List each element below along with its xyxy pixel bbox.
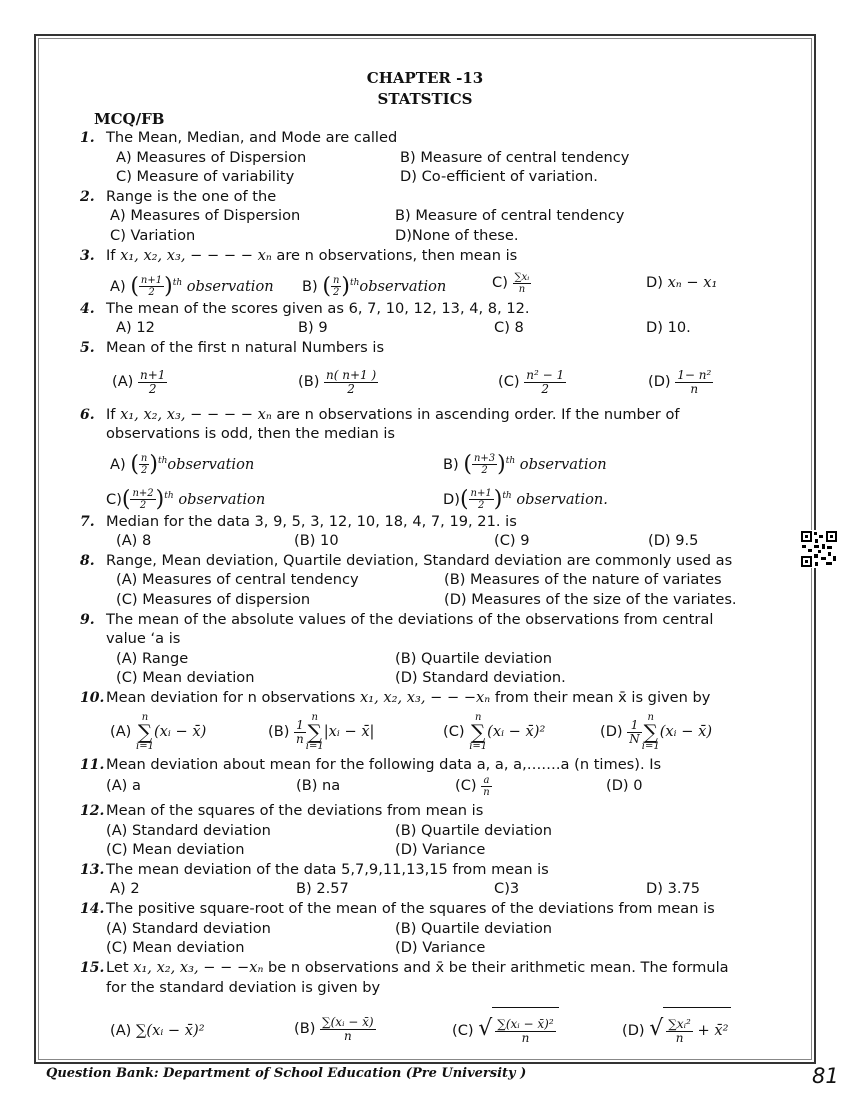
q15-number: 15. [80,960,105,976]
q10-number: 10. [80,690,105,706]
q1-option-d: D) Co-efficient of variation. [400,168,598,185]
q2-text: Range is the one of the [106,188,277,205]
q15-text: Let x₁, x₂, x₃, − − −xₙ be n observations and x̄ be their arithmetic mean. The formula [106,959,729,976]
q4-text: The mean of the scores given as 6, 7, 10, 12, 13, 4, 8, 12. [106,300,530,317]
q14-option-a: (A) Standard deviation [106,920,271,937]
q1-option-b: B) Measure of central tendency [400,149,630,166]
q10-option-b: (B) $\frac{1}{n}$ n ∑ i=1 |xᵢ − x̄| [268,712,375,752]
q5-option-d: (D) $\frac{\text{1− n²}}{n}$ [648,367,712,396]
q1-text: The Mean, Median, and Mode are called [106,129,398,146]
q13-option-a: A) 2 [110,880,140,897]
q13-text: The mean deviation of the data 5,7,9,11,13,15 from mean is [106,861,549,878]
q3-number: 3. [80,248,95,264]
q6-option-d: D)( $\frac{n+1}{2}$ )$^{th}$ observation. [443,486,608,512]
q12-option-b: (B) Quartile deviation [395,822,552,839]
q9-option-c: (C) Mean deviation [116,669,255,686]
q9-option-d: (D) Standard deviation. [395,669,566,686]
q13-option-b: B) 2.57 [296,880,349,897]
q13-number: 13. [80,862,105,878]
q2-option-a: A) Measures of Dispersion [110,207,301,224]
q7-option-a: (A) 8 [116,532,152,549]
q7-text: Median for the data 3, 9, 5, 3, 12, 10, 18, 4, 7, 19, 21. is [106,513,517,530]
q4-option-b: B) 9 [298,319,328,336]
q10-text: Mean deviation for n observations x₁, x₂, x₃, − − −xₙ from their mean x̄ is given by [106,689,711,706]
q11-number: 11. [80,757,105,773]
q7-option-b: (B) 10 [294,532,339,549]
q5-option-b: (B) $\frac{n( n+1 )}{2}$ [298,367,377,396]
q15-option-a: (A) ∑(xᵢ − x̄)² [110,1022,205,1039]
q10-option-a: (A) n ∑ i=1 (xᵢ − x̄) [110,712,207,752]
q7-option-c: (C) 9 [494,532,530,549]
q15-option-c: (C) √ $\frac{\text{∑(xᵢ − x̄)²}}{n}$ [452,1006,559,1054]
q6-number: 6. [80,407,95,423]
q9-number: 9. [80,612,95,628]
chapter-title: STATSTICS [377,90,473,108]
q12-option-d: (D) Variance [395,841,486,858]
q11-option-b: (B) na [296,777,341,794]
q5-option-c: (C) $\frac{\text{n² − 1}}{2}$ [498,367,565,396]
q8-option-c: (C) Measures of dispersion [116,591,311,608]
q11-option-a: (A) a [106,777,141,794]
q14-number: 14. [80,901,105,917]
q1-option-a: A) Measures of Dispersion [116,149,307,166]
q6-option-a: A) ( $\frac{n}{2}$ )$^{th}$observation [110,451,255,477]
q2-option-b: B) Measure of central tendency [395,207,625,224]
q15-text-2: for the standard deviation is given by [106,979,381,996]
q3-option-a: A) ( $\frac{n+1}{2}$ )$^{th}$ observation [110,273,274,299]
q4-number: 4. [80,301,95,317]
q5-number: 5. [80,340,95,356]
chapter-number: CHAPTER -13 [366,69,484,87]
q7-option-d: (D) 9.5 [648,532,699,549]
q6-text: If x₁, x₂, x₃, − − − − xₙ are n observations in ascending order. If the number of [106,406,680,423]
q12-text: Mean of the squares of the deviations from mean is [106,802,484,819]
qr-code-icon [800,530,838,568]
q3-option-d: D) xₙ − x₁ [646,274,718,291]
q8-option-b: (B) Measures of the nature of variates [444,571,722,588]
q8-text: Range, Mean deviation, Quartile deviation, Standard deviation are commonly used as [106,552,733,569]
q11-option-c: (C) $\frac{a}{n}$ [455,774,490,798]
q12-option-a: (A) Standard deviation [106,822,271,839]
q9-option-a: (A) Range [116,650,189,667]
q1-option-c: C) Measure of variability [116,168,295,185]
q11-text: Mean deviation about mean for the following data a, a, a,…….a (n times). Is [106,756,662,773]
q4-option-c: C) 8 [494,319,524,336]
q14-option-b: (B) Quartile deviation [395,920,552,937]
q6-option-b: B) ( $\frac{n+3}{2}$ )$^{th}$ observation [443,451,607,477]
q8-option-d: (D) Measures of the size of the variates. [444,591,737,608]
q11-option-d: (D) 0 [606,777,643,794]
q5-text: Mean of the first n natural Numbers is [106,339,385,356]
q5-option-a: (A) $\frac{n+1}{2}$ [112,367,166,396]
section-heading: MCQ/FB [94,110,165,128]
q12-number: 12. [80,803,105,819]
q1-number: 1. [80,130,95,146]
q10-option-d: (D) $\frac{1}{N}$ n ∑ i=1 (xᵢ − x̄) [600,712,713,752]
q3-option-b: B) ( $\frac{n}{2}$ )$^{th}$observation [302,273,447,299]
q9-text: The mean of the absolute values of the deviations of the observations from central [106,611,714,628]
q14-text: The positive square-root of the mean of the squares of the deviations from mean is [106,900,715,917]
q7-number: 7. [80,514,95,530]
q6-text-2: observations is odd, then the median is [106,425,396,442]
q4-option-d: D) 10. [646,319,691,336]
q6-option-c: C)( $\frac{n+2}{2}$ )$^{th}$ observation [106,486,266,512]
q10-option-c: (C) n ∑ i=1 (xᵢ − x̄)² [443,712,546,752]
q12-option-c: (C) Mean deviation [106,841,245,858]
q9-text-2: value ‘a is [106,630,181,647]
q4-option-a: A) 12 [116,319,155,336]
footer-text: Question Bank: Department of School Education (Pre University ) [46,1066,527,1081]
q9-option-b: (B) Quartile deviation [395,650,552,667]
q13-option-c: C)3 [494,880,520,897]
q14-option-d: (D) Variance [395,939,486,956]
q8-option-a: (A) Measures of central tendency [116,571,359,588]
page-number: 81 [812,1064,839,1088]
q3-text: If x₁, x₂, x₃, − − − − xₙ are n observations, then mean is [106,247,518,264]
q2-option-d: D)None of these. [395,227,519,244]
q8-number: 8. [80,553,95,569]
q2-number: 2. [80,189,95,205]
q3-option-c: C) $\frac{\text{∑xᵢ}}{n}$ [492,271,530,295]
q14-option-c: (C) Mean deviation [106,939,245,956]
q2-option-c: C) Variation [110,227,196,244]
q15-option-d: (D) √ $\frac{\text{∑xᵢ²}}{n}$ + x̄² [622,1006,731,1054]
q15-option-b: (B) $\frac{\text{∑(xᵢ − x̄)}}{n}$ [294,1014,374,1043]
q13-option-d: D) 3.75 [646,880,701,897]
